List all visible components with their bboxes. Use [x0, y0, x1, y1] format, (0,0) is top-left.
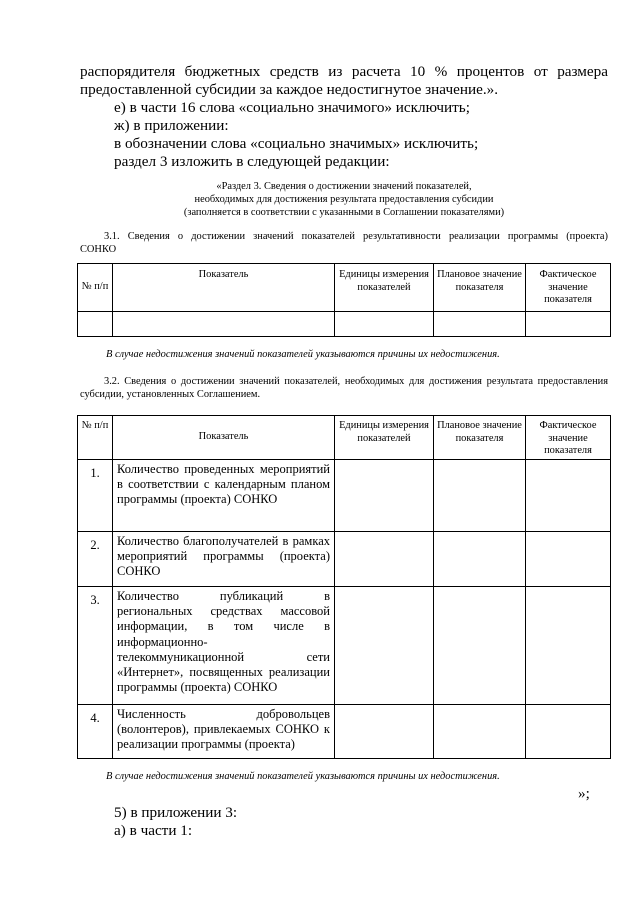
table-cell: [434, 460, 526, 532]
header-num: № п/п: [78, 264, 113, 312]
table-32: [77, 415, 611, 759]
table-cell: [526, 532, 611, 587]
subsection-31-heading: 3.1. Сведения о достижении значений показателей результативности реализации программы (проекта): [104, 231, 608, 242]
table-cell: [526, 460, 611, 532]
header-units: Единицы измерения показателей: [335, 416, 434, 460]
subsection-32-heading: субсидии, установленных Соглашением.: [80, 389, 261, 400]
note: В случае недостижения значений показателей указываются причины их недостижения.: [106, 771, 500, 782]
header-indicator: Показатель: [113, 416, 335, 460]
table-row: [78, 587, 611, 705]
paragraph-line: предоставленной субсидии за каждое недостигнутое значение.».: [80, 81, 499, 98]
table-row: [78, 460, 611, 532]
subsection-32-heading: 3.2. Сведения о достижении значений показателей, необходимых для достижения результата предоставления: [104, 376, 608, 387]
item-e: е) в части 16 слова «социально значимого» исключить;: [114, 99, 470, 116]
paragraph-line: распорядителя бюджетных средств из расчета 10 % процентов от размера: [80, 63, 608, 80]
table-cell: [526, 587, 611, 705]
table-row: [78, 532, 611, 587]
row-indicator: Количество публикаций в региональных средствах массовой информации, в том числе в информационно-телекоммуникационной сети «Интернет», посвященных реализации программы (проекта) СОНКО: [113, 587, 335, 705]
table-cell: [434, 532, 526, 587]
table-cell: [335, 532, 434, 587]
row-indicator: Количество благополучателей в рамках мероприятий программы (проекта) СОНКО: [113, 532, 335, 587]
table-cell: [78, 312, 113, 337]
table-cell: [526, 705, 611, 759]
table-cell: [434, 705, 526, 759]
section-title-line: необходимых для достижения результата предоставления субсидии: [194, 194, 494, 205]
subsection-31-heading: СОНКО: [80, 244, 117, 255]
header-actual: Фактическое значение показателя: [526, 264, 611, 312]
row-number: 1.: [78, 460, 113, 532]
header-indicator: Показатель: [113, 264, 335, 312]
row-number: 4.: [78, 705, 113, 759]
row-indicator: Численность добровольцев (волонтеров), привлекаемых СОНКО к реализации программы (проекта): [113, 705, 335, 759]
item-designation: в обозначении слова «социально значимых» исключить;: [114, 135, 479, 152]
note: В случае недостижения значений показателей указываются причины их недостижения.: [106, 349, 500, 360]
header-planned: Плановое значение показателя: [434, 416, 526, 460]
item-5: 5) в приложении 3:: [114, 804, 238, 821]
header-units: Единицы измерения показателей: [335, 264, 434, 312]
row-number: 2.: [78, 532, 113, 587]
item-5a: а) в части 1:: [114, 822, 193, 839]
table-cell: [335, 587, 434, 705]
section-title-line: (заполняется в соответствии с указанными в Соглашении показателями): [183, 207, 505, 218]
table-cell: [335, 312, 434, 337]
row-number: 3.: [78, 587, 113, 705]
header-num: № п/п: [78, 416, 113, 460]
row-indicator: Количество проведенных мероприятий в соответствии с календарным планом программы (проекта) СОНКО: [113, 460, 335, 532]
header-actual: Фактическое значение показателя: [526, 416, 611, 460]
table-cell: [113, 312, 335, 337]
table-cell: [335, 460, 434, 532]
table-31: [77, 263, 611, 337]
table-cell: [434, 312, 526, 337]
item-zh: ж) в приложении:: [114, 117, 229, 134]
section-title-line: «Раздел 3. Сведения о достижении значений показателей,: [216, 181, 472, 192]
table-cell: [335, 705, 434, 759]
table-cell: [526, 312, 611, 337]
header-planned: Плановое значение показателя: [434, 264, 526, 312]
closing-quote: »;: [578, 785, 590, 802]
table-cell: [434, 587, 526, 705]
table-row: [78, 705, 611, 759]
item-section: раздел 3 изложить в следующей редакции:: [114, 153, 390, 170]
